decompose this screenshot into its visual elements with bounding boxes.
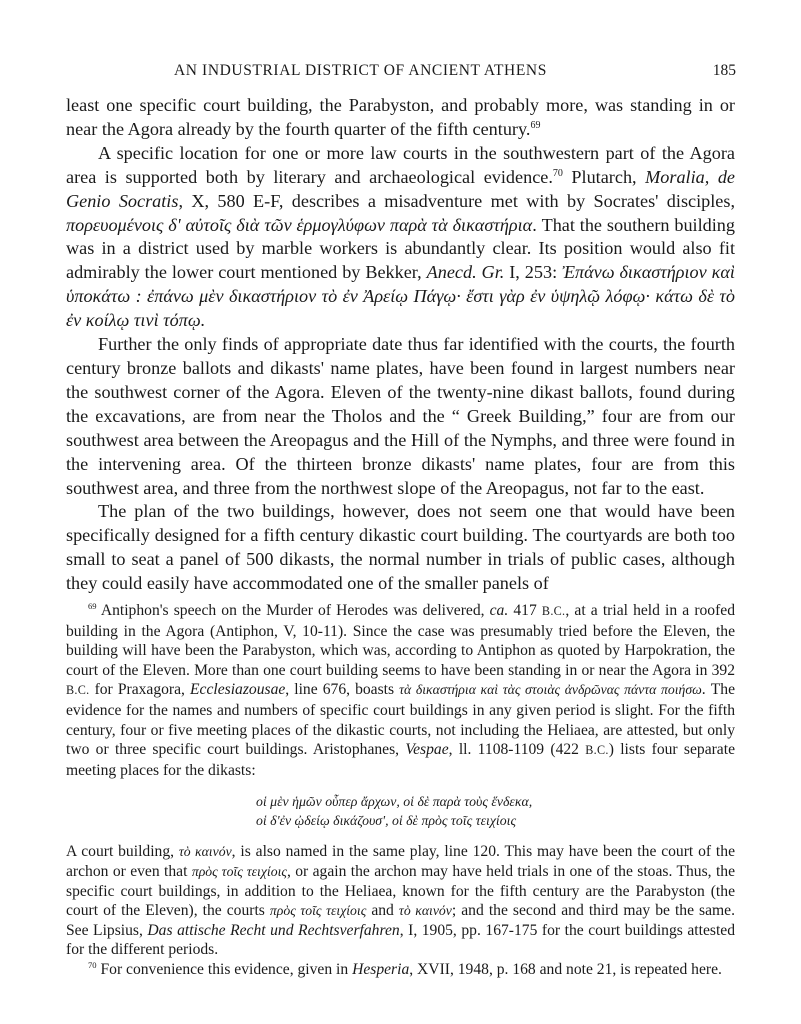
era-label: B.C. — [585, 743, 609, 758]
footnote-69 — [66, 601, 735, 780]
text-run: , at a trial held in a roofed building in the Agora (Antiphon, V, 10-11). Since the case was presumably tried before the Eleven, the building will have been the Parabyston, which was, according to Antiphon as quoted by Harpokration, the court of the Eleven. More than one court building seems to have been standing in or near the Agora in 392 — [66, 602, 736, 679]
paragraph-1 — [66, 94, 735, 142]
text-run: , is also named in the same play, line 120. This may have been the court of the archon or even that — [66, 843, 735, 880]
text-run: and — [366, 902, 399, 920]
work-title: Das attische Recht und Rechtsverfahren — [147, 921, 400, 939]
paragraph-4: The plan of the two buildings, however, does not seem one that would have been specifically designed for a fifth century dikastic court building. The courtyards are both too small to seat a panel of 500 dikasts, the normal number in trials of public cases, although they could easily have accommodated one of the smaller panels of — [66, 501, 735, 594]
text-run: Plutarch, — [562, 166, 646, 187]
footnote-69-continued — [66, 842, 735, 960]
footnote-number: 70 — [88, 959, 97, 970]
text-run: . That the southern building was in a district used by marble workers is abundantly clear. Its position would also fit admirably the lower court mentioned by Bekker, — [66, 214, 735, 283]
text-run: A court building, — [66, 843, 179, 861]
greek-quote: πορευομένοις δ' αὐτοῖς διὰ τῶν ἑρμογλύφων παρὰ τὰ δικαστήρια — [66, 214, 533, 235]
text-run: for Praxagora, — [89, 681, 191, 699]
work-title: Ecclesiazousae — [190, 681, 286, 699]
greek-quote: τὸ καινόν — [178, 844, 232, 860]
text-run: , or again the archon may have held trials in one of the stoas. Thus, the specific court buildings, in addition to the Heliaea, known for the fifth century are the Parabyston (the court of the Eleven), the courts — [66, 862, 735, 920]
text-run: A specific location for one or more law courts in the southwestern part of the Agora area is supported both by literary and archaeological evidence. — [66, 142, 735, 187]
text-run: ; and the second and third may be the same. See Lipsius, — [66, 902, 735, 939]
text-run: , X, 580 E-F, describes a misadventure met with by Socrates' disciples, — [178, 190, 735, 211]
footnote-ref-69: 69 — [530, 119, 541, 131]
footnotes — [66, 601, 735, 980]
verse-line: οἱ μὲν ἡμῶν οὗπερ ἄρχων, οἱ δὲ παρὰ τοὺς ἕνδεκα, — [256, 794, 533, 810]
verse-quotation — [256, 792, 735, 830]
work-title: Vespae — [405, 741, 449, 759]
text-run: I, 253: — [504, 262, 563, 283]
text-run: For convenience this evidence, given in — [96, 960, 353, 978]
paragraph-2 — [66, 142, 735, 333]
era-label: B.C. — [541, 604, 566, 618]
greek-quote: τὸ καινόν — [398, 903, 452, 919]
main-text — [66, 94, 735, 596]
greek-quote: Ἐπάνω δικαστήριον καὶ ὑποκάτω : ἐπάνω μὲν δικαστήριον τὸ ἐν Ἀρείῳ Πάγῳ· ἔστι γὰρ ἐν ὑψηλῷ λόφῳ· κάτω δὲ τὸ ἐν κοίλῳ τινὶ τόπῳ. — [66, 262, 735, 331]
text-run: , ll. 1108-1109 (422 — [448, 741, 586, 759]
text-run: ) lists four separate meeting places for the dikasts: — [66, 741, 735, 779]
text-run: , line 676, boasts — [285, 681, 400, 699]
text-run: 417 — [508, 602, 542, 619]
text-run: , I, 1905, pp. 167-175 for the court buildings attested for the different periods. — [66, 921, 735, 959]
greek-quote: πρὸς τοῖς τειχίοις — [269, 903, 367, 919]
footnote-70 — [66, 960, 735, 980]
text-run: ca. — [489, 602, 509, 619]
text-run: least one specific court building, the Parabyston, and probably more, was standing in or near the Agora already by the fourth quarter of the fifth century. — [66, 95, 735, 139]
text-run: , XVII, 1948, p. 168 and note 21, is repeated here. — [409, 960, 722, 978]
verse-line: οἱ δ'ἐν ᾠδείῳ δικάζουσ', οἱ δὲ πρὸς τοῖς τειχίοις — [256, 813, 517, 829]
page-number: 185 — [712, 62, 736, 79]
work-title: Moralia, de Genio Socratis — [66, 166, 735, 211]
work-title: Anecd. Gr. — [426, 262, 505, 283]
era-label: B.C. — [66, 683, 90, 698]
text-run: Antiphon's speech on the Murder of Herodes was delivered, — [96, 602, 490, 619]
greek-quote: τὰ δικαστήρια καὶ τὰς στοιὰς ἀνδρῶνας πάντα ποιήσω — [399, 682, 702, 698]
page-header — [66, 62, 736, 82]
greek-quote: πρὸς τοῖς τειχίοις — [191, 863, 287, 879]
footnote-number: 69 — [88, 600, 97, 611]
footnote-ref-70: 70 — [552, 167, 563, 179]
paragraph-3: Further the only finds of appropriate date thus far identified with the courts, the fourth century bronze ballots and dikasts' name plates, have been found in largest numbers near the southwest corner of the Agora. Eleven of the twenty-nine dikast ballots, found during the excavations, are from near the Tholos and the “ Greek Building,” four are from our southwest area between the Areopagus and the Hill of the Nymphs, and three were found in the intervening area. Of the thirteen bronze dikasts' name plates, four are from this southwest area, and three from the northwest slope of the Areopagus, not far to the east. — [66, 334, 735, 498]
work-title: Hesperia — [352, 960, 410, 978]
text-run: . The evidence for the names and numbers of specific court buildings in any given period is slight. For the fifth century, four or five meeting places of the dikastic courts, not including the Heliaea, are attested, but only two or three specific court buildings. Aristophanes, — [66, 681, 735, 759]
running-title: AN INDUSTRIAL DISTRICT OF ANCIENT ATHENS — [174, 62, 547, 79]
